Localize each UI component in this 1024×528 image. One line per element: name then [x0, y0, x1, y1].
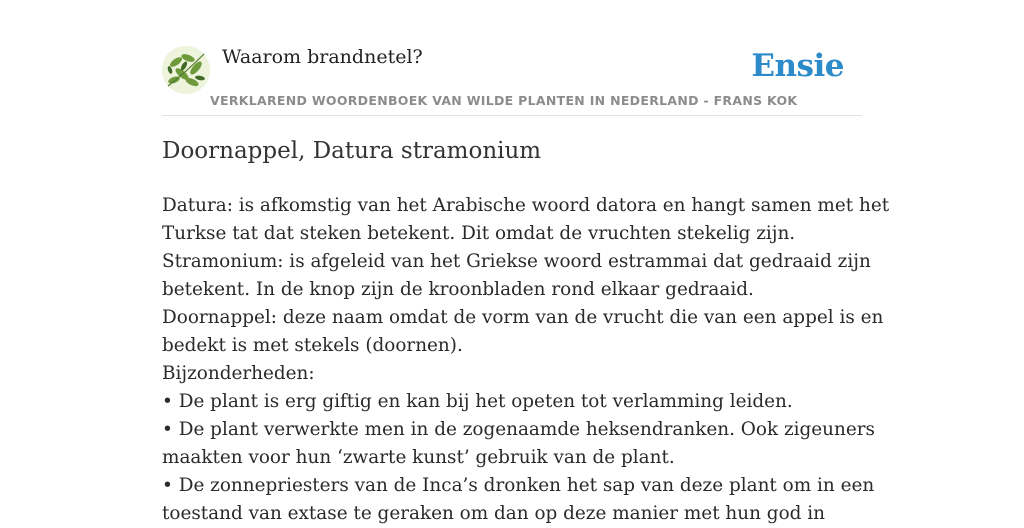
- body-line: Bijzonderheden:: [162, 363, 315, 384]
- body-line: Turkse tat dat steken betekent. Dit omdat de vruchten stekelig zijn.: [162, 223, 796, 244]
- header: [162, 44, 862, 116]
- plant-logo-icon[interactable]: [162, 46, 210, 94]
- body-line: • De plant verwerkte men in de zogenaamde heksendranken. Ook zigeuners: [162, 419, 875, 440]
- entry-body: [162, 192, 890, 528]
- body-line: Doornappel: deze naam omdat de vorm van de vrucht die van een appel is en: [162, 307, 884, 328]
- body-line: maakten voor hun ‘zwarte kunst’ gebruik van de plant.: [162, 447, 675, 468]
- page-title[interactable]: Waarom brandnetel?: [222, 46, 423, 68]
- dictionary-source[interactable]: VERKLAREND WOORDENBOEK VAN WILDE PLANTEN IN NEDERLAND - FRANS KOK: [210, 93, 798, 108]
- body-line: Datura: is afkomstig van het Arabische woord datora en hangt samen met het: [162, 195, 890, 216]
- body-line: betekent. In de knop zijn de kroonbladen rond elkaar gedraaid.: [162, 279, 754, 300]
- body-line: toestand van extase te geraken om dan op deze manier met hun god in: [162, 503, 825, 524]
- brand-logo[interactable]: Ensie: [751, 48, 844, 84]
- body-line: • De zonnepriesters van de Inca’s dronken het sap van deze plant om in een: [162, 475, 875, 496]
- header-divider: [162, 115, 862, 116]
- entry-title: Doornappel, Datura stramonium: [162, 138, 542, 164]
- body-line: bedekt is met stekels (doornen).: [162, 335, 463, 356]
- body-line: Stramonium: is afgeleid van het Griekse woord estrammai dat gedraaid zijn: [162, 251, 871, 272]
- body-line: • De plant is erg giftig en kan bij het opeten tot verlamming leiden.: [162, 391, 793, 412]
